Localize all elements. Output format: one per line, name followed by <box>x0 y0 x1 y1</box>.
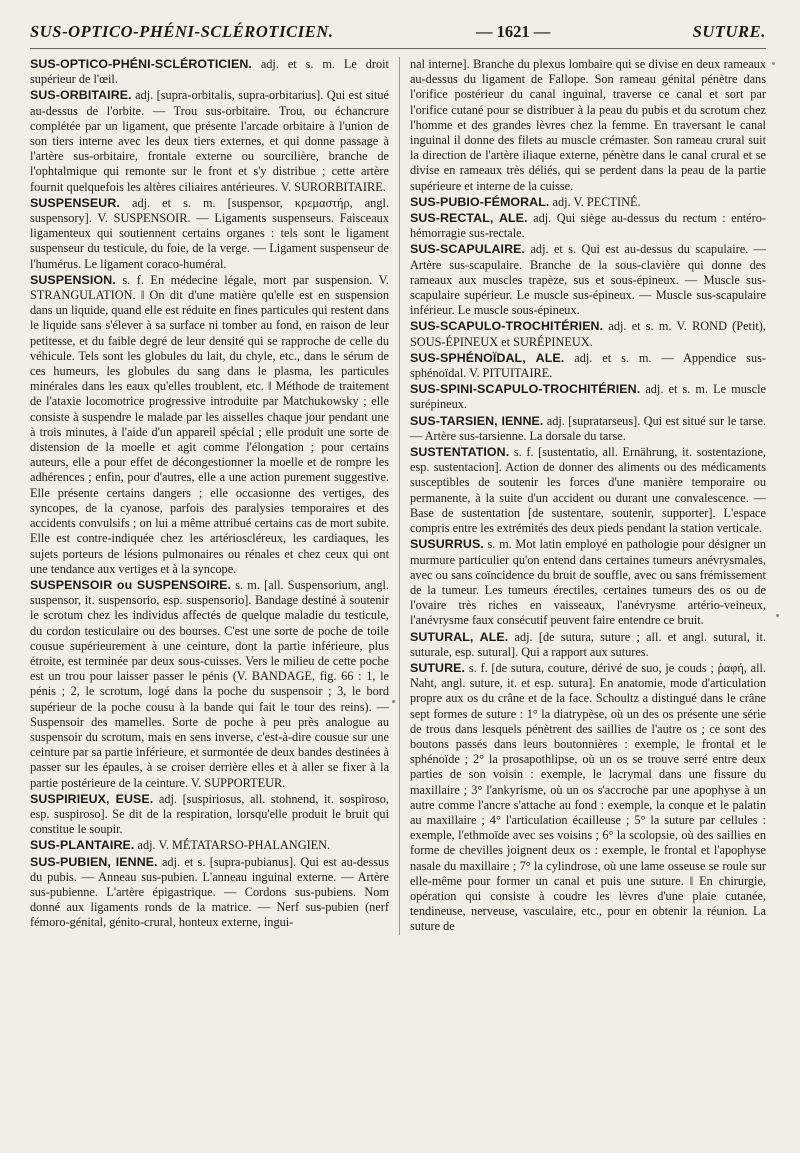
entry-definition: adj. [de sutura, suture ; all. et angl. sutural, it. suturale, esp. sutural]. Qui a rapport aux sutures. <box>409 629 766 659</box>
entry-definition: adj. [supra-orbitalis, supra-orbitarius]. Qui est situé au-dessus de l'orbite. — Trou sus-orbitaire. Trou, ou échancrure complétée par un ligament, que présente l'arcade orbitaire à l'union de son tiers interne avec les deux tiers externes, et qui donne passage à l'artère sus-orbitaire, frontale externe ou sourcilière, branche de l'ophtalmique qui remonte sur le front et s'y distribue ; cette artère fournit quelquefois les altères ciliaires antérieures. V. SURORBITAIRE. <box>30 88 389 194</box>
entry-headword: SUSTENTATION. <box>409 445 510 460</box>
entry-definition: adj. et s. m. Le muscle surépineux. <box>409 382 766 412</box>
paper-speck <box>776 614 779 617</box>
entry-headword: SUSPENSEUR. <box>30 195 120 210</box>
dictionary-entry <box>410 537 766 628</box>
entry-headword: SUS-PLANTAIRE. <box>30 838 135 853</box>
dictionary-entry <box>410 195 766 210</box>
entry-definition: adj. V. PECTINÉ. <box>549 194 641 209</box>
entry-definition: adj. et s. m. V. ROND (Petit), SOUS-ÉPINEUX et SURÉPINEUX. <box>409 319 766 349</box>
dictionary-entry <box>410 445 766 536</box>
dictionary-entry <box>30 57 389 87</box>
entry-headword: SUSPENSION. <box>30 272 116 287</box>
dictionary-entry <box>30 196 389 272</box>
entry-headword: SUSURRUS. <box>409 537 484 552</box>
entry-headword: SUS-RECTAL, ALE. <box>409 211 528 226</box>
right-column <box>410 57 766 935</box>
entry-headword: SUS-PUBIO-FÉMORAL. <box>409 194 550 209</box>
entry-headword: SUS-SCAPULO-TROCHITÉRIEN. <box>409 319 604 334</box>
running-header <box>30 22 766 49</box>
entry-headword: SUS-SCAPULAIRE. <box>409 242 526 257</box>
entry-definition: s. f. En médecine légale, mort par suspension. V. STRANGULATION. ‖ On dit d'une matière qu'elle est en suspension dans un liquide, quand elle est réduite en fines particules qui restent dans le liquide sans s'élever à sa surface ni tomber au fond, en raison de leur petitesse, et du faible degré de leur densité qui se rapproche de celle du véhicule. Tels sont les globules du lait, du chyle, etc., dans le sérum de ces humeurs, les globules du sang dans le plasma, les particules minérales dans les eaux qu'elles troublent, etc. ‖ Méthode de traitement de l'ataxie locomotrice progressive introduite par Matchukowsky ; elle consiste à suspendre le malade par les aisselles chaque jour pendant une à trois minutes, à l'aide d'un appareil spécial ; elle produit une sorte de distension de la moelle et agit comme l'élongation ; pour certains auteurs, elle a pour effet de décongestionner la moelle et de rompre les adhérences ; enfin, pour d'autres, elle a une action purement suggestive. Elle présente certains dangers ; elle occasionne des vertiges, des syncopes, de la cyanose, parfois des paralysies temporaires et des accidents convulsifs ; on lui a même attribué certains cas de mort subite. Elle est contre-indiquée chez les artérioscléreux, les cardiaques, les sujets porteurs de lésions pulmonaires ou rénales et chez ceux qui ont une tendance aux vertiges et à la syncope. <box>30 272 389 576</box>
entry-headword: SUS-TARSIEN, IENNE. <box>409 413 544 428</box>
entry-definition: adj. et s. m. [suspensor, κρεμαστήρ, angl. suspensory]. V. SUSPENSOIR. — Ligaments suspenseurs. Faisceaux ligamenteux qui soutiennent certains organes : tels sont le ligament suspenseur du testicule, du foie, de la verge. — Ligament suspenseur de l'humérus. Le ligament coraco-huméral. <box>30 195 389 271</box>
header-right-word: SUTURE. <box>692 22 766 41</box>
entry-definition: adj. et s. Qui est au-dessus du scapulaire. — Artère sus-scapulaire. Branche de la sous-clavière qui donne des rameaux aux muscles trapèze, sus et sous-épineux. — Muscle sus-scapulaire supérieur. Le muscle sus-épineux. — Muscle sus-scapulaire inférieur. Le muscle sous-épineux. <box>409 242 766 318</box>
dictionary-entry <box>30 578 389 791</box>
entry-definition: adj. et s. [supra-pubianus]. Qui est au-dessus du pubis. — Anneau sus-pubien. L'anneau inguinal externe. — Artère sus-pubienne. L'artère épigastrique. — Cordons sus-pubiens. Nom donné aux ligaments ronds de la matrice. — Nerf sus-pubien (nerf fémoro-génital, génito-crural, honteux externe, ingui- <box>30 854 389 930</box>
dictionary-entry <box>410 661 766 935</box>
entry-definition: s. f. [de sutura, couture, dérivé de suo, je couds ; ῥαφή, all. Naht, angl. suture, it. et esp. sutura]. En anatomie, mode d'articulation propre aux os du crâne et de la face. Schoultz a distingué dans le crâne sept formes de suture : 1° la diatrypèse, où un des os présente une série de trous dans lesquels pénètrent des saillies de l'autre os ; ce sont des boutons passés dans leurs boutonnières : exemple, le frontal et le sphénoïde ; 2° la prosapothlipse, où un os se trouve serré entre deux parties de son voisin : exemple, le lacrymal dans une fissure du maxillaire ; 3° l'ankyrisme, où un os s'accroche par une apophyse à un autre comme l'ancre s'attache au fond : exemple, la conque et le palatin au maxillaire ; 4° l'articulation écailleuse ; 5° la suture par cellules : exemple, l'ethmoïde avec ses voisins ; 6° la scolopsie, où des saillies en forme de chevilles joignent deux os : exemple, le frontal et l'apophyse nasale du maxillaire ; 7° la cylindrose, où une lame osseuse se roule sur elle-même pour former un canal et puis une suture. ‖ En chirurgie, opération qui consiste à coudre les lèvres d'une plaie cutanée, tendineuse, nerveuse, vasculaire, etc., pour en obtenir la réunion. La suture de <box>409 660 766 934</box>
dictionary-entry <box>30 273 389 577</box>
entry-definition: nal interne]. Branche du plexus lombaire qui se divise en deux rameaux au-dessus du ligament de Fallope. Son rameau génital pénètre dans l'orifice postérieur du canal inguinal, traverse ce canal et sort par l'orifice cutané pour se distribuer à la peau du pubis et du scrotum chez l'homme et des grandes lèvres chez la femme. En traversant le canal inguinal il donne des filets au muscle crémaster. Son rameau crural suit la direction de l'artère iliaque externe, pénètre dans le canal crural et se divise en rameaux très déliés, qui se perdent dans la peau de la partie supérieure et interne de la cuisse. <box>409 57 766 193</box>
entry-definition: adj. V. MÉTATARSO-PHALANGIEN. <box>134 838 331 853</box>
dictionary-entry <box>410 382 766 412</box>
dictionary-entry <box>30 855 389 931</box>
dictionary-entry <box>410 211 766 241</box>
dictionary-entry <box>410 242 766 318</box>
dictionary-entry <box>30 88 389 194</box>
header-left-word: SUS-OPTICO-PHÉNI-SCLÉROTICIEN. <box>30 22 334 41</box>
dictionary-entry <box>30 792 389 838</box>
dictionary-entry <box>410 414 766 444</box>
column-rule <box>399 57 400 935</box>
entry-headword: SUTURE. <box>409 660 466 675</box>
entry-headword: SUS-ORBITAIRE. <box>30 88 132 103</box>
page-number: — 1621 — <box>475 22 551 41</box>
entry-definition: s. m. [all. Suspensorium, angl. suspensor, it. suspensorio, esp. suspensorio]. Bandage destiné à soutenir le scrotum chez les individus affectés de quelque maladie du testicule, du cordon testiculaire ou des bourses. C'est une sorte de poche de toile cousue supérieurement à une ceinture, dont la partie inférieure, plus étroite, est terminée par deux sous-cuisses. Vers le milieu de cette poche est un trou pour laisser passer le pénis (V. BANDAGE, fig. 66 : 1, le pénis ; 2, le scrotum, logé dans la poche du suspensoir ; 3, le bord supérieur de la poche cousu à la bande qui fait le tour des reins). — Suspensoir des mamelles. Sorte de poche à peu près analogue au suspensoir du scrotum, mais en sens inverse, c'est-à-dire cousue sur une ceinture par sa partie inférieure, et surmontée de deux bandes destinées à passer sur les épaules, à se croiser derrière elles et à aller se fixer à la partie postérieure de la ceinture. V. SUPPORTEUR. <box>30 577 389 790</box>
entry-definition: s. m. Mot latin employé en pathologie pour désigner un murmure particulier qu'on entend dans certaines tumeurs anévrysmales, avec ou sans coïncidence du bruit de souffle, avec ou sans frémissement de la tumeur. Les tumeurs érectiles, certaines tumeurs des os ou de l'ovaire très riches en vaisseaux, l'anévrysme artério-veineux, l'anévrysme faux consécutif peuvent faire entendre ce bruit. <box>409 537 766 628</box>
entry-definition: adj. Qui siège au-dessus du rectum : entéro-hémorragie sus-rectale. <box>409 211 766 241</box>
entry-definition: adj. [suspiriosus, all. stohnend, it. sospiroso, esp. suspiroso]. Se dit de la respiration, lorsqu'elle produit le bruit qui constitue le soupir. <box>30 791 389 837</box>
dictionary-entry <box>30 838 389 853</box>
dictionary-entry <box>410 630 766 660</box>
paper-speck <box>392 700 395 703</box>
entry-headword: SUSPENSOIR ou SUSPENSOIRE. <box>30 577 232 592</box>
left-column <box>30 57 389 935</box>
entry-definition: adj. et s. m. — Appendice sus-sphénoïdal. V. PITUITAIRE. <box>409 350 766 381</box>
entry-headword: SUS-OPTICO-PHÉNI-SCLÉROTICIEN. <box>30 57 252 71</box>
dictionary-entry <box>410 57 766 194</box>
entry-definition: adj. et s. m. Le droit supérieur de l'œil. <box>30 57 389 87</box>
entry-headword: SUSPIRIEUX, EUSE. <box>30 791 154 806</box>
two-column-body <box>30 57 766 935</box>
entry-headword: SUS-PUBIEN, IENNE. <box>30 854 158 869</box>
entry-definition: adj. [supratarseus]. Qui est situé sur le tarse. — Artère sus-tarsienne. La dorsale du tarse. <box>409 413 766 443</box>
dictionary-entry <box>410 351 766 381</box>
entry-headword: SUTURAL, ALE. <box>409 629 509 644</box>
dictionary-entry <box>410 319 766 349</box>
entry-headword: SUS-SPHÉNOÏDAL, ALE. <box>409 350 565 365</box>
entry-headword: SUS-SPINI-SCAPULO-TROCHITÉRIEN. <box>409 382 641 397</box>
paper-speck <box>772 62 775 65</box>
entry-definition: s. f. [sustentatio, all. Ernährung, it. sostentazione, esp. sustentacion]. Action de donner des aliments ou des médicaments susceptibles de soutenir les forces d'une manière temporaire ou permanente, à la suite d'un accident ou durant une convalescence. — Base de sustentation [de sustentare, soutenir, supporter]. L'espace compris entre les extrémités des deux pieds pendant la station verticale. <box>409 445 766 536</box>
